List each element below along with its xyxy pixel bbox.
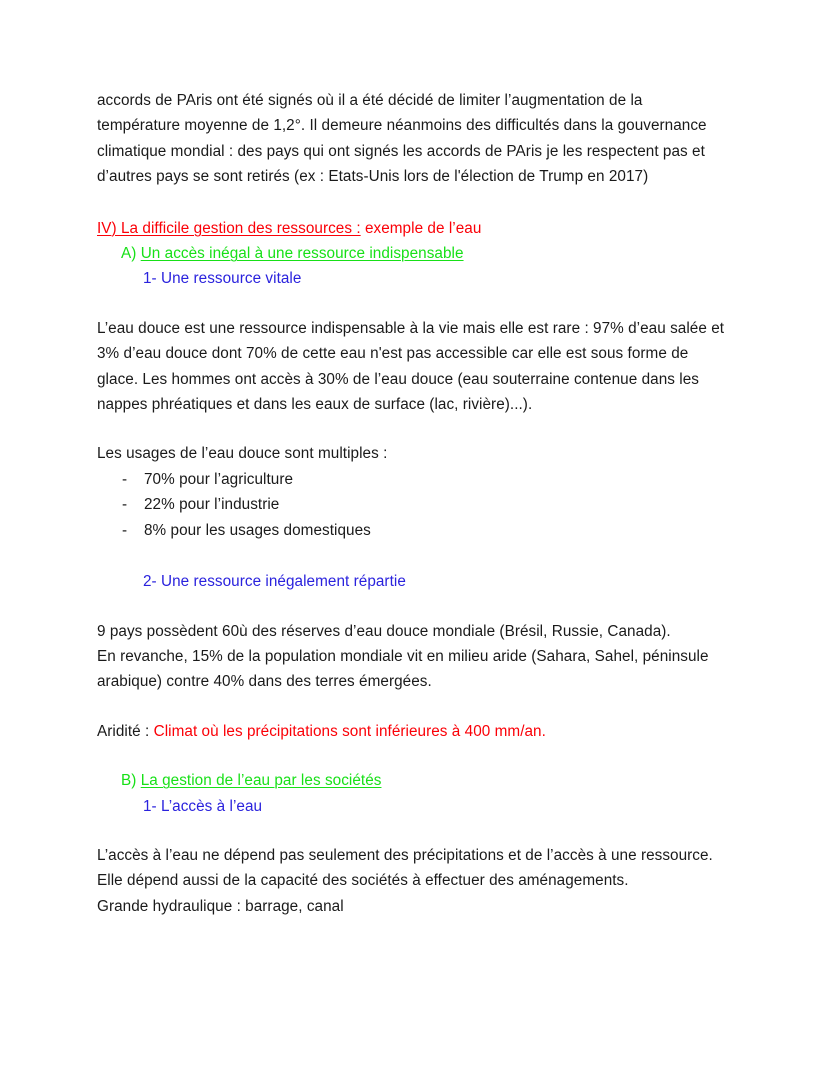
definition-term: Aridité : — [97, 722, 154, 740]
list-bullet: - — [122, 496, 128, 514]
spacer — [97, 819, 727, 843]
spacer — [97, 744, 727, 768]
heading-section-iv-underlined: IV) La difficile gestion des ressources : — [97, 219, 361, 237]
spacer — [97, 292, 727, 316]
list-item-label: 8% pour les usages domestiques — [144, 521, 371, 539]
paragraph-intro: accords de PAris ont été signés où il a été décidé de limiter l’augmentation de la température moyenne de 1,2°. Il demeure néanmoins des difficultés dans la gouvernance climatique mondial : des pays qui ont signés les accords de PAris je les respectent pas et d’autres pays se sont retirés (ex : Etats-Unis lors de l'élection de Trump en 2017) — [97, 92, 707, 186]
heading-subsection-b-title: La gestion de l’eau par les sociétés — [140, 772, 382, 790]
usages-list — [97, 467, 727, 543]
heading-subsection-a — [97, 241, 727, 266]
heading-subsection-a-1: 1- Une ressource vitale — [143, 270, 302, 288]
spacer — [97, 417, 727, 441]
list-item — [122, 518, 727, 543]
spacer — [97, 543, 727, 569]
heading-subsection-a-2: 2- Une ressource inégalement répartie — [143, 573, 406, 591]
heading-subsection-b-1: 1- L’accès à l’eau — [143, 797, 263, 815]
spacer — [97, 695, 727, 719]
list-bullet: - — [122, 470, 128, 488]
heading-section-iv — [97, 216, 727, 241]
paragraph-acces: L’accès à l’eau ne dépend pas seulement des précipitations et de l’accès à une ressource. Elle dépend aussi de la capacité des sociétés à effectuer des aménagements. — [97, 846, 713, 890]
definition-text: Climat où les précipitations sont inférieures à 400 mm/an. — [153, 722, 546, 740]
definition-aridite — [97, 719, 727, 744]
paragraph-hydraulique: Grande hydraulique : barrage, canal — [97, 897, 344, 915]
list-item-label: 70% pour l’agriculture — [144, 470, 294, 488]
list-bullet: - — [122, 521, 128, 539]
spacer — [97, 190, 727, 216]
spacer — [97, 595, 727, 619]
heading-subsection-b-marker: B) — [121, 772, 141, 790]
paragraph-eau-douce: L’eau douce est une ressource indispensable à la vie mais elle est rare : 97% d’eau salée et 3% d’eau douce dont 70% de cette eau n'est pas accessible car elle est sous forme de glace. Les hommes ont accès à 30% de l’eau douce (eau souterraine contenue dans les nappes phréatiques et dans les eaux de surface (lac, rivière)...). — [97, 319, 725, 414]
heading-subsection-a-title: Un accès inégal à une ressource indispensable — [140, 245, 464, 263]
heading-subsection-b — [97, 768, 727, 793]
list-item — [122, 492, 727, 517]
document-body — [97, 88, 727, 919]
paragraph-aride: En revanche, 15% de la population mondiale vit en milieu aride (Sahara, Sahel, péninsule arabique) contre 40% dans des terres émergées. — [97, 647, 709, 691]
paragraph-reserves: 9 pays possèdent 60ù des réserves d’eau douce mondiale (Brésil, Russie, Canada). — [97, 622, 671, 640]
heading-subsection-a-marker: A) — [121, 245, 141, 263]
paragraph-usages-intro: Les usages de l’eau douce sont multiples : — [97, 445, 388, 463]
heading-section-iv-plain: exemple de l’eau — [360, 219, 482, 237]
list-item — [122, 467, 727, 492]
list-item-label: 22% pour l’industrie — [144, 496, 280, 514]
